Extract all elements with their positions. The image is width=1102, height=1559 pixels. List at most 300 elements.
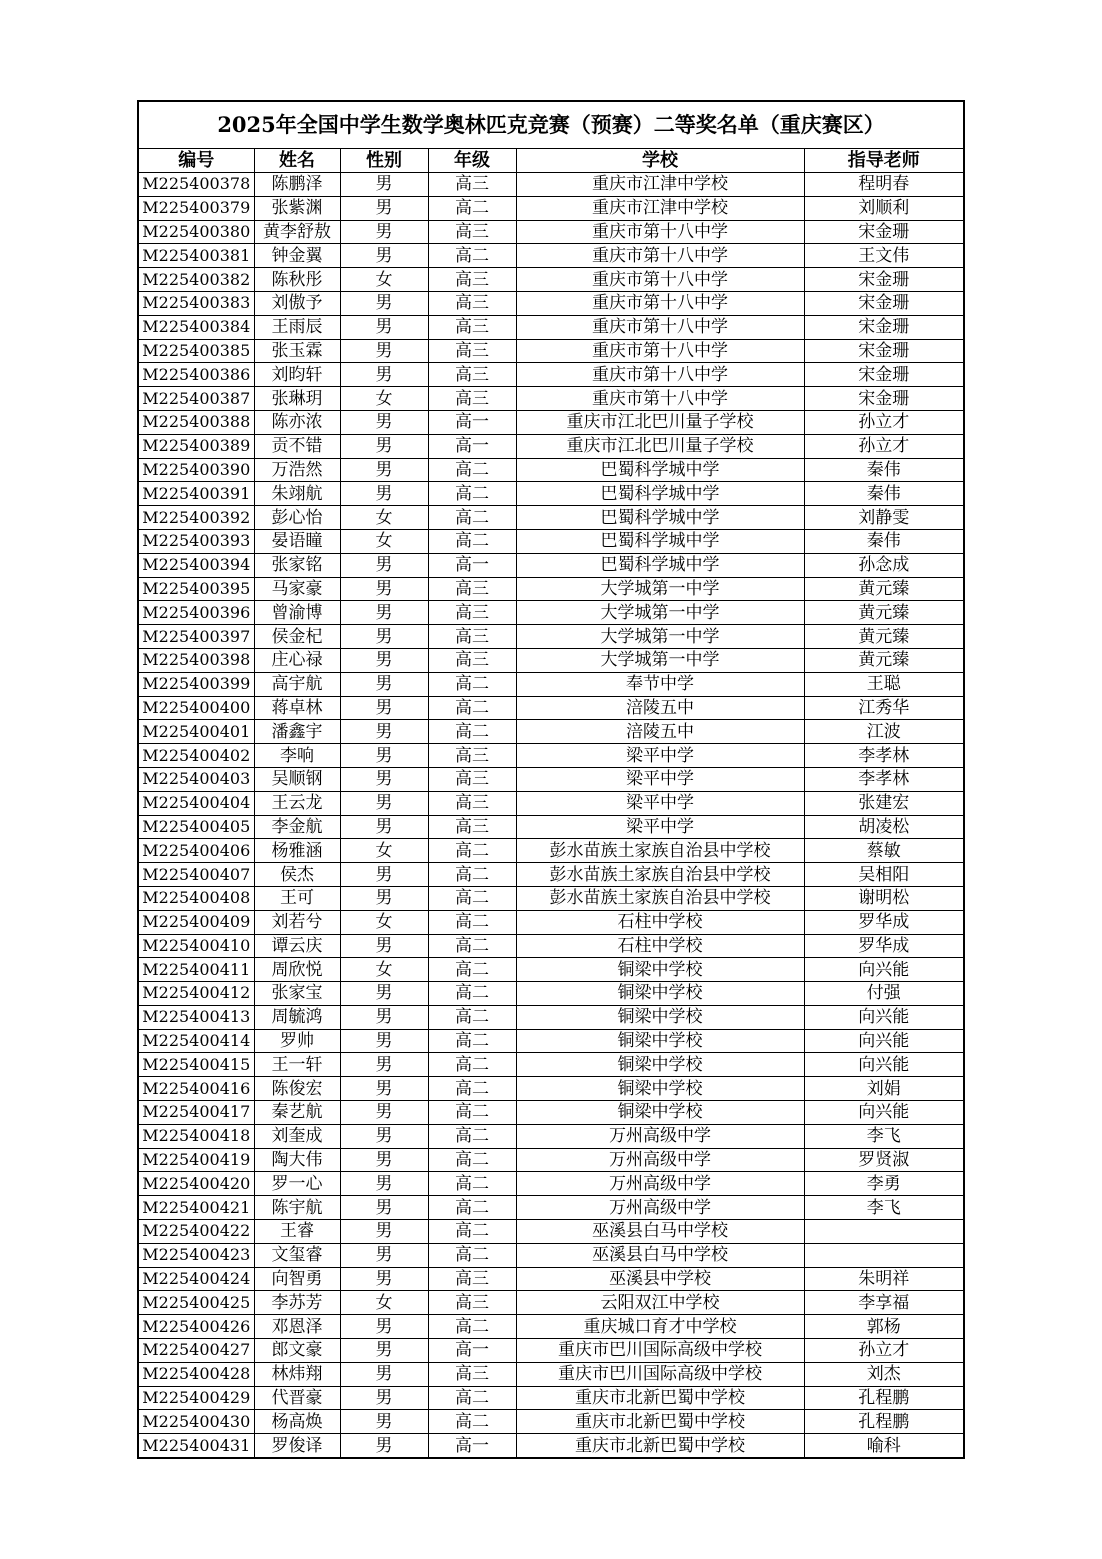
cell-teacher: 宋金珊: [804, 220, 964, 244]
cell-name: 罗俊译: [254, 1434, 340, 1458]
table-row: [138, 553, 964, 577]
cell-grade: 高二: [428, 696, 516, 720]
cell-grade: 高三: [428, 363, 516, 387]
cell-teacher: 朱明祥: [804, 1267, 964, 1291]
cell-gender: 女: [340, 839, 428, 863]
cell-id: M225400379: [138, 196, 254, 220]
cell-id: M225400398: [138, 648, 254, 672]
cell-school: 彭水苗族土家族自治县中学校: [516, 839, 804, 863]
table-row: [138, 1315, 964, 1339]
cell-id: M225400414: [138, 1029, 254, 1053]
cell-school: 重庆市江北巴川量子学校: [516, 434, 804, 458]
cell-name: 罗一心: [254, 1172, 340, 1196]
cell-name: 刘奎成: [254, 1124, 340, 1148]
cell-grade: 高一: [428, 553, 516, 577]
cell-id: M225400385: [138, 339, 254, 363]
cell-teacher: 胡凌松: [804, 815, 964, 839]
cell-id: M225400404: [138, 791, 254, 815]
cell-gender: 男: [340, 815, 428, 839]
cell-school: 梁平中学: [516, 744, 804, 768]
cell-name: 陈亦浓: [254, 410, 340, 434]
cell-id: M225400418: [138, 1124, 254, 1148]
cell-id: M225400405: [138, 815, 254, 839]
cell-grade: 高二: [428, 1148, 516, 1172]
cell-id: M225400423: [138, 1243, 254, 1267]
cell-grade: 高二: [428, 1196, 516, 1220]
cell-name: 侯金杞: [254, 625, 340, 649]
cell-teacher: 罗华成: [804, 934, 964, 958]
table-row: [138, 387, 964, 411]
cell-id: M225400429: [138, 1386, 254, 1410]
cell-id: M225400424: [138, 1267, 254, 1291]
cell-gender: 男: [340, 339, 428, 363]
cell-school: 重庆市第十八中学: [516, 363, 804, 387]
table-row: [138, 458, 964, 482]
cell-gender: 男: [340, 1148, 428, 1172]
cell-grade: 高三: [428, 625, 516, 649]
cell-school: 铜梁中学校: [516, 1101, 804, 1125]
cell-gender: 男: [340, 934, 428, 958]
cell-grade: 高二: [428, 1077, 516, 1101]
table-row: [138, 482, 964, 506]
cell-teacher: 向兴能: [804, 1029, 964, 1053]
cell-name: 陈鹏泽: [254, 173, 340, 197]
cell-teacher: 向兴能: [804, 1101, 964, 1125]
table-row: [138, 934, 964, 958]
cell-school: 石柱中学校: [516, 910, 804, 934]
table-row: [138, 625, 964, 649]
column-header-gender: 性别: [340, 149, 428, 173]
cell-name: 刘若兮: [254, 910, 340, 934]
cell-school: 巴蜀科学城中学: [516, 506, 804, 530]
cell-grade: 高二: [428, 982, 516, 1006]
cell-teacher: 黄元臻: [804, 577, 964, 601]
cell-school: 巫溪县中学校: [516, 1267, 804, 1291]
table-row: [138, 1220, 964, 1244]
cell-gender: 男: [340, 1339, 428, 1363]
cell-id: M225400409: [138, 910, 254, 934]
cell-id: M225400393: [138, 529, 254, 553]
cell-name: 张琳玥: [254, 387, 340, 411]
cell-id: M225400416: [138, 1077, 254, 1101]
cell-school: 重庆市北新巴蜀中学校: [516, 1386, 804, 1410]
cell-name: 张家铭: [254, 553, 340, 577]
cell-grade: 高三: [428, 1291, 516, 1315]
cell-gender: 女: [340, 529, 428, 553]
cell-id: M225400399: [138, 672, 254, 696]
cell-gender: 男: [340, 767, 428, 791]
cell-teacher: 宋金珊: [804, 268, 964, 292]
cell-gender: 男: [340, 1267, 428, 1291]
cell-gender: 男: [340, 696, 428, 720]
cell-name: 蒋卓林: [254, 696, 340, 720]
cell-name: 郎文豪: [254, 1339, 340, 1363]
cell-id: M225400428: [138, 1362, 254, 1386]
table-row: [138, 696, 964, 720]
cell-school: 梁平中学: [516, 815, 804, 839]
cell-id: M225400392: [138, 506, 254, 530]
table-row: [138, 577, 964, 601]
cell-gender: 男: [340, 1220, 428, 1244]
table-row: [138, 244, 964, 268]
cell-gender: 男: [340, 1434, 428, 1458]
cell-teacher: 吴相阳: [804, 863, 964, 887]
table-row: [138, 1362, 964, 1386]
cell-teacher: 郭杨: [804, 1315, 964, 1339]
cell-gender: 女: [340, 1291, 428, 1315]
cell-grade: 高二: [428, 886, 516, 910]
cell-school: 石柱中学校: [516, 934, 804, 958]
cell-gender: 男: [340, 482, 428, 506]
cell-teacher: 李享福: [804, 1291, 964, 1315]
cell-school: 重庆市第十八中学: [516, 291, 804, 315]
table-row: [138, 672, 964, 696]
table-row: [138, 529, 964, 553]
cell-school: 铜梁中学校: [516, 958, 804, 982]
table-row: [138, 1243, 964, 1267]
table-row: [138, 910, 964, 934]
cell-teacher: 宋金珊: [804, 387, 964, 411]
cell-teacher: 张建宏: [804, 791, 964, 815]
cell-gender: 男: [340, 458, 428, 482]
column-header-id: 编号: [138, 149, 254, 173]
cell-gender: 男: [340, 601, 428, 625]
cell-grade: 高三: [428, 815, 516, 839]
cell-grade: 高三: [428, 291, 516, 315]
cell-gender: 男: [340, 1362, 428, 1386]
cell-school: 铜梁中学校: [516, 982, 804, 1006]
cell-teacher: 李飞: [804, 1124, 964, 1148]
cell-gender: 男: [340, 1243, 428, 1267]
cell-gender: 男: [340, 291, 428, 315]
cell-school: 重庆市巴川国际高级中学校: [516, 1339, 804, 1363]
cell-name: 王雨辰: [254, 315, 340, 339]
cell-school: 巴蜀科学城中学: [516, 482, 804, 506]
cell-gender: 男: [340, 1410, 428, 1434]
cell-school: 大学城第一中学: [516, 625, 804, 649]
cell-name: 刘昀轩: [254, 363, 340, 387]
table-row: [138, 1029, 964, 1053]
table-row: [138, 315, 964, 339]
table-row: [138, 648, 964, 672]
cell-id: M225400394: [138, 553, 254, 577]
table-row: [138, 220, 964, 244]
cell-gender: 男: [340, 1196, 428, 1220]
cell-grade: 高二: [428, 1005, 516, 1029]
cell-school: 万州高级中学: [516, 1172, 804, 1196]
cell-name: 曾渝博: [254, 601, 340, 625]
table-row: [138, 434, 964, 458]
cell-teacher: 黄元臻: [804, 601, 964, 625]
cell-grade: 高二: [428, 839, 516, 863]
cell-teacher: 秦伟: [804, 529, 964, 553]
cell-name: 朱翊航: [254, 482, 340, 506]
cell-id: M225400382: [138, 268, 254, 292]
cell-school: 涪陵五中: [516, 720, 804, 744]
cell-school: 重庆市巴川国际高级中学校: [516, 1362, 804, 1386]
cell-grade: 高三: [428, 744, 516, 768]
cell-grade: 高二: [428, 529, 516, 553]
cell-name: 庄心禄: [254, 648, 340, 672]
cell-id: M225400406: [138, 839, 254, 863]
cell-school: 铜梁中学校: [516, 1077, 804, 1101]
cell-school: 重庆市第十八中学: [516, 244, 804, 268]
cell-school: 铜梁中学校: [516, 1029, 804, 1053]
document-title: 2025年全国中学生数学奥林匹克竞赛（预赛）二等奖名单（重庆赛区）: [138, 101, 964, 149]
table-row: [138, 1053, 964, 1077]
cell-teacher: 孙念成: [804, 553, 964, 577]
cell-gender: 男: [340, 1386, 428, 1410]
cell-grade: 高三: [428, 601, 516, 625]
cell-grade: 高一: [428, 1339, 516, 1363]
cell-school: 重庆市第十八中学: [516, 268, 804, 292]
cell-name: 贡不错: [254, 434, 340, 458]
cell-school: 梁平中学: [516, 791, 804, 815]
cell-id: M225400391: [138, 482, 254, 506]
cell-school: 巫溪县白马中学校: [516, 1220, 804, 1244]
cell-teacher: 向兴能: [804, 1005, 964, 1029]
cell-grade: 高二: [428, 958, 516, 982]
column-header-school: 学校: [516, 149, 804, 173]
cell-id: M225400386: [138, 363, 254, 387]
cell-grade: 高二: [428, 1386, 516, 1410]
cell-id: M225400383: [138, 291, 254, 315]
cell-school: 彭水苗族土家族自治县中学校: [516, 886, 804, 910]
cell-school: 奉节中学: [516, 672, 804, 696]
cell-name: 向智勇: [254, 1267, 340, 1291]
cell-school: 重庆市江津中学校: [516, 196, 804, 220]
table-row: [138, 863, 964, 887]
cell-name: 潘鑫宇: [254, 720, 340, 744]
cell-name: 刘傲予: [254, 291, 340, 315]
table-row: [138, 1339, 964, 1363]
cell-grade: 高三: [428, 315, 516, 339]
cell-grade: 高三: [428, 577, 516, 601]
table-row: [138, 1434, 964, 1458]
cell-school: 云阳双江中学校: [516, 1291, 804, 1315]
cell-name: 罗帅: [254, 1029, 340, 1053]
cell-gender: 女: [340, 910, 428, 934]
cell-gender: 男: [340, 672, 428, 696]
cell-gender: 男: [340, 434, 428, 458]
table-row: [138, 839, 964, 863]
cell-id: M225400419: [138, 1148, 254, 1172]
cell-grade: 高三: [428, 767, 516, 791]
cell-id: M225400425: [138, 1291, 254, 1315]
table-row: [138, 744, 964, 768]
cell-gender: 男: [340, 1315, 428, 1339]
cell-id: M225400412: [138, 982, 254, 1006]
cell-id: M225400413: [138, 1005, 254, 1029]
cell-teacher: 向兴能: [804, 1053, 964, 1077]
cell-school: 万州高级中学: [516, 1124, 804, 1148]
cell-name: 王云龙: [254, 791, 340, 815]
cell-id: M225400402: [138, 744, 254, 768]
cell-gender: 男: [340, 1029, 428, 1053]
table-row: [138, 410, 964, 434]
table-row: [138, 1005, 964, 1029]
cell-id: M225400395: [138, 577, 254, 601]
cell-school: 铜梁中学校: [516, 1053, 804, 1077]
cell-school: 重庆市北新巴蜀中学校: [516, 1410, 804, 1434]
cell-name: 文玺睿: [254, 1243, 340, 1267]
cell-id: M225400417: [138, 1101, 254, 1125]
column-header-name: 姓名: [254, 149, 340, 173]
cell-gender: 女: [340, 268, 428, 292]
cell-gender: 男: [340, 863, 428, 887]
cell-grade: 高二: [428, 1053, 516, 1077]
cell-teacher: 李孝林: [804, 767, 964, 791]
cell-grade: 高三: [428, 387, 516, 411]
cell-gender: 男: [340, 982, 428, 1006]
table-row: [138, 720, 964, 744]
cell-gender: 男: [340, 720, 428, 744]
cell-school: 重庆市第十八中学: [516, 387, 804, 411]
cell-name: 钟金翼: [254, 244, 340, 268]
cell-gender: 男: [340, 363, 428, 387]
cell-gender: 男: [340, 410, 428, 434]
cell-gender: 男: [340, 886, 428, 910]
cell-name: 晏语瞳: [254, 529, 340, 553]
cell-grade: 高二: [428, 1101, 516, 1125]
cell-name: 王睿: [254, 1220, 340, 1244]
cell-grade: 高二: [428, 482, 516, 506]
cell-name: 王可: [254, 886, 340, 910]
cell-teacher: 罗华成: [804, 910, 964, 934]
cell-gender: 男: [340, 315, 428, 339]
cell-grade: 高二: [428, 863, 516, 887]
cell-name: 周毓鸿: [254, 1005, 340, 1029]
cell-id: M225400388: [138, 410, 254, 434]
cell-school: 大学城第一中学: [516, 577, 804, 601]
cell-teacher: 孙立才: [804, 1339, 964, 1363]
table-row: [138, 173, 964, 197]
cell-name: 李金航: [254, 815, 340, 839]
cell-grade: 高二: [428, 910, 516, 934]
cell-gender: 男: [340, 791, 428, 815]
cell-grade: 高二: [428, 1172, 516, 1196]
cell-grade: 高二: [428, 1220, 516, 1244]
cell-gender: 女: [340, 387, 428, 411]
cell-teacher: 罗贤淑: [804, 1148, 964, 1172]
cell-school: 重庆市第十八中学: [516, 339, 804, 363]
cell-teacher: 黄元臻: [804, 648, 964, 672]
cell-teacher: 刘娟: [804, 1077, 964, 1101]
cell-id: M225400431: [138, 1434, 254, 1458]
cell-teacher: 刘杰: [804, 1362, 964, 1386]
cell-teacher: 李勇: [804, 1172, 964, 1196]
cell-id: M225400390: [138, 458, 254, 482]
cell-id: M225400387: [138, 387, 254, 411]
cell-id: M225400426: [138, 1315, 254, 1339]
cell-grade: 高一: [428, 410, 516, 434]
table-row: [138, 1172, 964, 1196]
cell-teacher: 李飞: [804, 1196, 964, 1220]
cell-grade: 高三: [428, 1362, 516, 1386]
cell-school: 巴蜀科学城中学: [516, 458, 804, 482]
cell-teacher: 王聪: [804, 672, 964, 696]
cell-gender: 男: [340, 1005, 428, 1029]
table-row: [138, 363, 964, 387]
cell-gender: 男: [340, 625, 428, 649]
cell-name: 黄李舒敖: [254, 220, 340, 244]
table-row: [138, 1386, 964, 1410]
cell-school: 重庆市江津中学校: [516, 173, 804, 197]
cell-grade: 高二: [428, 1243, 516, 1267]
cell-teacher: 江波: [804, 720, 964, 744]
cell-grade: 高二: [428, 196, 516, 220]
cell-grade: 高二: [428, 1124, 516, 1148]
cell-grade: 高三: [428, 268, 516, 292]
cell-school: 重庆城口育才中学校: [516, 1315, 804, 1339]
cell-gender: 男: [340, 1101, 428, 1125]
cell-school: 巫溪县白马中学校: [516, 1243, 804, 1267]
cell-school: 万州高级中学: [516, 1196, 804, 1220]
table-row: [138, 1410, 964, 1434]
table-row: [138, 268, 964, 292]
table-row: [138, 791, 964, 815]
cell-name: 周欣悦: [254, 958, 340, 982]
header-row: [138, 149, 964, 173]
cell-grade: 高二: [428, 244, 516, 268]
cell-name: 陈俊宏: [254, 1077, 340, 1101]
cell-school: 重庆市江北巴川量子学校: [516, 410, 804, 434]
cell-name: 王一轩: [254, 1053, 340, 1077]
cell-teacher: 宋金珊: [804, 339, 964, 363]
cell-id: M225400420: [138, 1172, 254, 1196]
cell-name: 吴顺钢: [254, 767, 340, 791]
cell-gender: 男: [340, 244, 428, 268]
table-row: [138, 982, 964, 1006]
cell-id: M225400389: [138, 434, 254, 458]
cell-school: 大学城第一中学: [516, 601, 804, 625]
cell-school: 巴蜀科学城中学: [516, 553, 804, 577]
cell-teacher: 孔程鹏: [804, 1410, 964, 1434]
cell-school: 巴蜀科学城中学: [516, 529, 804, 553]
table-row: [138, 767, 964, 791]
cell-gender: 男: [340, 1172, 428, 1196]
cell-teacher: 宋金珊: [804, 315, 964, 339]
table-row: [138, 1196, 964, 1220]
cell-grade: 高二: [428, 934, 516, 958]
cell-school: 彭水苗族土家族自治县中学校: [516, 863, 804, 887]
cell-school: 万州高级中学: [516, 1148, 804, 1172]
cell-name: 谭云庆: [254, 934, 340, 958]
table-row: [138, 506, 964, 530]
cell-name: 陶大伟: [254, 1148, 340, 1172]
cell-teacher: 江秀华: [804, 696, 964, 720]
cell-id: M225400401: [138, 720, 254, 744]
cell-teacher: 谢明松: [804, 886, 964, 910]
cell-id: M225400384: [138, 315, 254, 339]
cell-gender: 男: [340, 1077, 428, 1101]
table-row: [138, 196, 964, 220]
cell-name: 林炜翔: [254, 1362, 340, 1386]
cell-name: 李响: [254, 744, 340, 768]
cell-name: 李苏芳: [254, 1291, 340, 1315]
cell-school: 梁平中学: [516, 767, 804, 791]
cell-name: 侯杰: [254, 863, 340, 887]
cell-teacher: 刘静雯: [804, 506, 964, 530]
table-row: [138, 1124, 964, 1148]
cell-grade: 高二: [428, 458, 516, 482]
cell-name: 陈宇航: [254, 1196, 340, 1220]
table-row: [138, 291, 964, 315]
cell-id: M225400411: [138, 958, 254, 982]
cell-teacher: 孙立才: [804, 434, 964, 458]
cell-teacher: 喻科: [804, 1434, 964, 1458]
cell-school: 重庆市第十八中学: [516, 315, 804, 339]
